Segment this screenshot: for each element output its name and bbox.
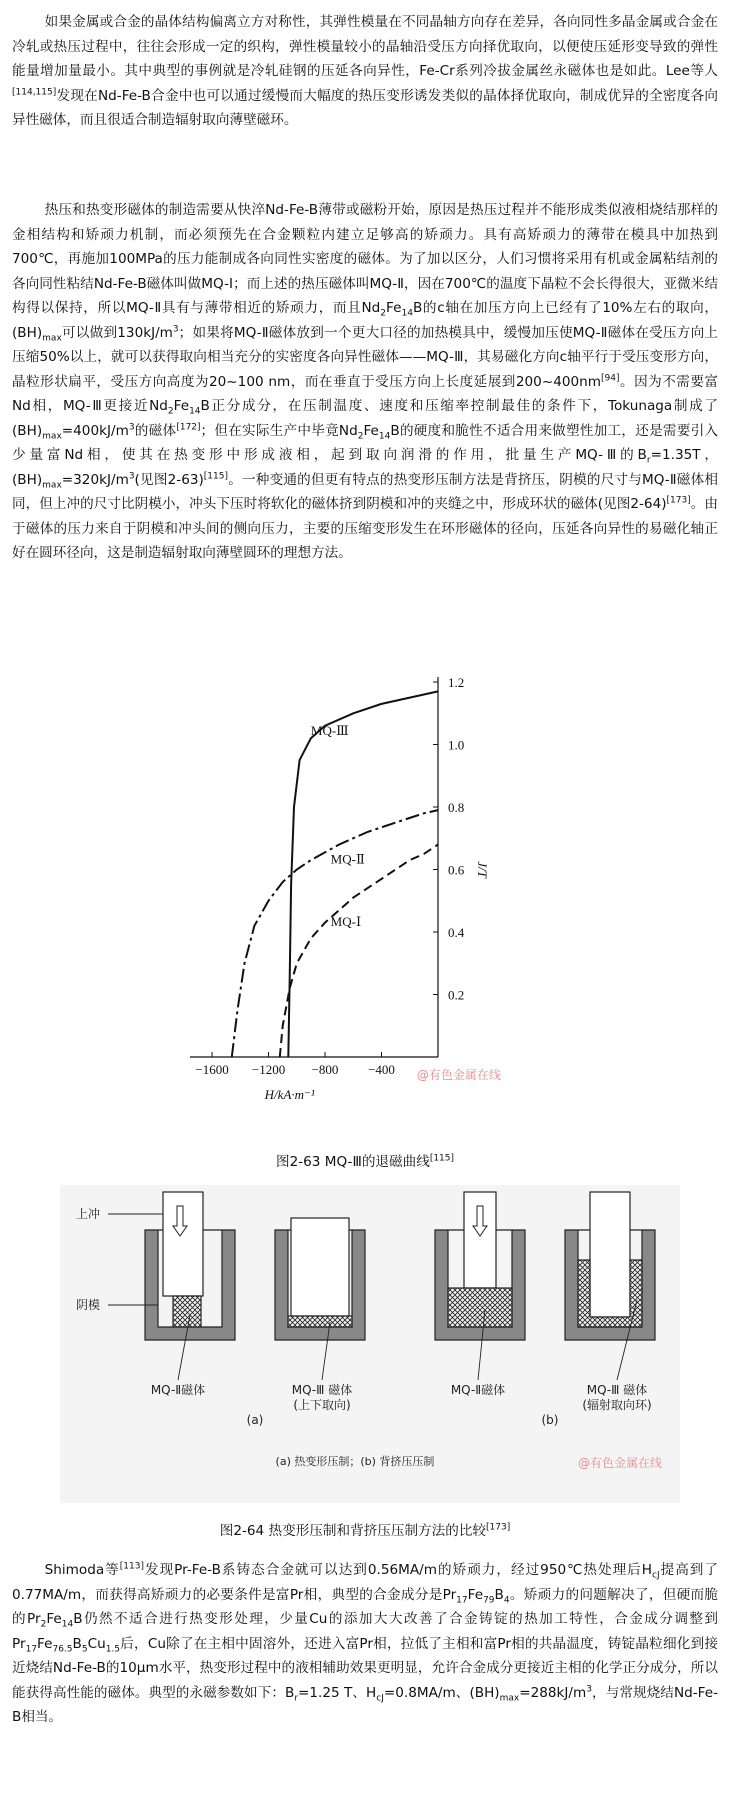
- mq2-magnet-1: [173, 1296, 201, 1327]
- y-tick-label: 0.6: [448, 862, 465, 878]
- label-sub-b: (b): [541, 1413, 559, 1427]
- x-tick-label: −800: [311, 1062, 339, 1077]
- punch-4: [590, 1192, 630, 1317]
- x-axis-label: H/kA·m⁻¹: [264, 1087, 315, 1102]
- series-label: MQ-Ⅰ: [330, 913, 362, 929]
- label-sub-a: (a): [246, 1413, 264, 1427]
- paragraph-1: 如果金属或合金的晶体结构偏离立方对称性，其弹性模量在不同晶轴方向存在差异，各向同性多晶金属或合金在冷轧或热压过程中，往往会形成一定的织构，弹性模量较小的晶轴沿受压方向择优取向，以便使压延形变导致的弹性能量增加量最小。其中典型的事例就是冷轧硅钢的压延各向异性，Fe-Cr系列冷拔金属丝永磁体也是如此。Lee等人[114,115]发现在Nd-Fe-B合金中也可以通过缓慢而大幅度的热压变形诱发类似的晶体择优取向，制成优异的全密度各向异性磁体，而且很适合制造辐射取向薄壁磁环。: [12, 14, 718, 128]
- figure-2-64-caption: 图2-64 热变形压制和背挤压压制方法的比较[173]: [219, 1522, 511, 1539]
- y-tick-label: 1.2: [448, 675, 465, 690]
- series-label: MQ-Ⅱ: [330, 851, 365, 867]
- y-tick-label: 0.4: [448, 925, 465, 940]
- figure-2-63-chart: [0, 670, 730, 1140]
- series-line: [232, 810, 438, 1057]
- figure-2-63-caption: 图2-63 MQ-Ⅲ的退磁曲线[115]: [275, 1153, 455, 1170]
- series-line: [280, 845, 438, 1058]
- x-tick-label: −400: [368, 1062, 395, 1077]
- figure-2-64-diagram: [0, 1180, 730, 1510]
- watermark: @有色金属在线: [416, 1068, 501, 1082]
- series-label: MQ-Ⅲ: [310, 723, 349, 739]
- paragraph-2: 热压和热变形磁体的制造需要从快淬Nd-Fe-B薄带或磁粉开始，原因是热压过程并不能形成类似液相烧结那样的金相结构和矫顽力机制，而必须预先在合金颗粒内建立足够高的矫顽力。具有高矫顽力的薄带在模具中加热到700℃，再施加100MPa的压力能制成各向同性实密度的磁体。为了加以区分，人们习惯将采用有机或金属粘结剂的各向同性粘结Nd-Fe-B磁体叫做MQ-Ⅰ；而上述的热压磁体叫MQ-Ⅱ，因在700℃的温度下晶粒不会长得很大，亚微米结构得以保持，所以MQ-Ⅱ具有与薄带相近的矫顽力，而且$Nd_2Fe_{14}B$的c轴在加压方向上已经有了10%左右的取向，$(BH)_{max}$可以做到$130kJ/m^3$；如果将MQ-Ⅱ磁体放到一个更大口径的加热模具中，缓慢加压使MQ-Ⅱ磁体在受压方向上压缩50%以上，就可以获得取向相当充分的实密度各向异性磁体——MQ-Ⅲ，其易磁化方向c轴平行于受压变形方向，晶粒形状扁平，受压方向高度为20~100 nm，而在垂直于受压方向上长度延展到200~400nm[94]。因为不需要富Nd相，MQ-Ⅲ更接近$Nd_2Fe_{14}B$正分成分，在压制温度、速度和压缩率控制最佳的条件下，Tokunaga制成了$(BH)_{max}=400kJ/m^3$的磁体[172]；但在实际生产中毕竟$Nd_2Fe_{14}B$的硬度和脆性不适合用来做塑性加工，还是需要引入少量富Nd相，使其在热变形中形成液相，起到取向润滑的作用，批量生产MQ-Ⅲ的$B_r=1.35T$，$(BH)_{max}=320kJ/m^3$(见图2-63)[115]。一种变通的但更有特点的热变形压制方法是背挤压，阴模的尺寸与MQ-Ⅱ磁体相同，但上冲的尺寸比阴模小，冲头下压时将软化的磁体挤到阴模和冲的夹缝之中，形成环状的磁体(见图2-64)[173]。由于磁体的压力来自于阴模和冲头间的侧向压力，主要的压缩变形发生在环形磁体的径向，压延各向异性的易磁化轴正好在圆环径向，这是制造辐射取向薄壁圆环的理想方法。: [12, 202, 719, 561]
- mq2-magnet-2: [448, 1288, 512, 1327]
- label-mq2-magnet-a: MQ-Ⅱ磁体: [150, 1383, 206, 1397]
- mq3-magnet-axial: [288, 1316, 352, 1327]
- label-mq3-magnet-a: MQ-Ⅲ 磁体: [291, 1383, 353, 1397]
- y-axis-label: J/T: [475, 861, 490, 878]
- label-mq3-magnet-b: MQ-Ⅲ 磁体: [586, 1383, 648, 1397]
- figure-2-64-subcaption: (a) 热变形压制；(b) 背挤压压制: [275, 1455, 435, 1468]
- punch-2: [291, 1218, 349, 1316]
- label-die: 阴模: [76, 1298, 101, 1312]
- y-tick-label: 1.0: [448, 737, 465, 753]
- paragraph-3: Shimoda等[113]发现Pr-Fe-B系铸态合金就可以达到0.56MA/m的矫顽力，经过950℃热处理后$H_{cJ}$提高到了0.77MA/m，而获得高矫顽力的必要条件是富Pr相，典型的合金成分是$Pr_{17}Fe_{79}B_4$。矫顽力的问题解决了，但硬而脆的$Pr_2Fe_{14}B$仍然不适合进行热变形处理，少量Cu的添加大大改善了合金铸锭的热加工特性，合金成分调整到$Pr_{17}Fe_{76.5}B_5Cu_{1.5}$后，Cu除了在主相中固溶外，还进入富Pr相，拉低了主相和富Pr相的共晶温度，铸锭晶粒细化到接近烧结Nd-Fe-B的10μm水平，热变形过程中的液相辅助效果更明显，允许合金成分更接近主相的化学正分成分，所以能获得高性能的磁体。典型的永磁参数如下：$B_r=1.25$ T、$H_{cJ}=0.8MA/m$、$(BH)_{max}=288kJ/m^3$，与常规烧结Nd-Fe-B相当。: [12, 1561, 719, 1725]
- label-mq3-orientation-b: (辐射取向环): [582, 1398, 652, 1412]
- y-tick-label: 0.2: [448, 987, 465, 1003]
- label-mq3-orientation-a: (上下取向): [293, 1398, 351, 1412]
- watermark: @有色金属在线: [578, 1456, 663, 1470]
- x-tick-label: −1200: [251, 1062, 286, 1077]
- label-mq2-magnet-b: MQ-Ⅱ磁体: [450, 1383, 506, 1397]
- series-line: [288, 691, 438, 1057]
- x-tick-label: −1600: [195, 1062, 229, 1077]
- y-tick-label: 0.8: [448, 800, 465, 815]
- label-punch: 上冲: [76, 1207, 101, 1221]
